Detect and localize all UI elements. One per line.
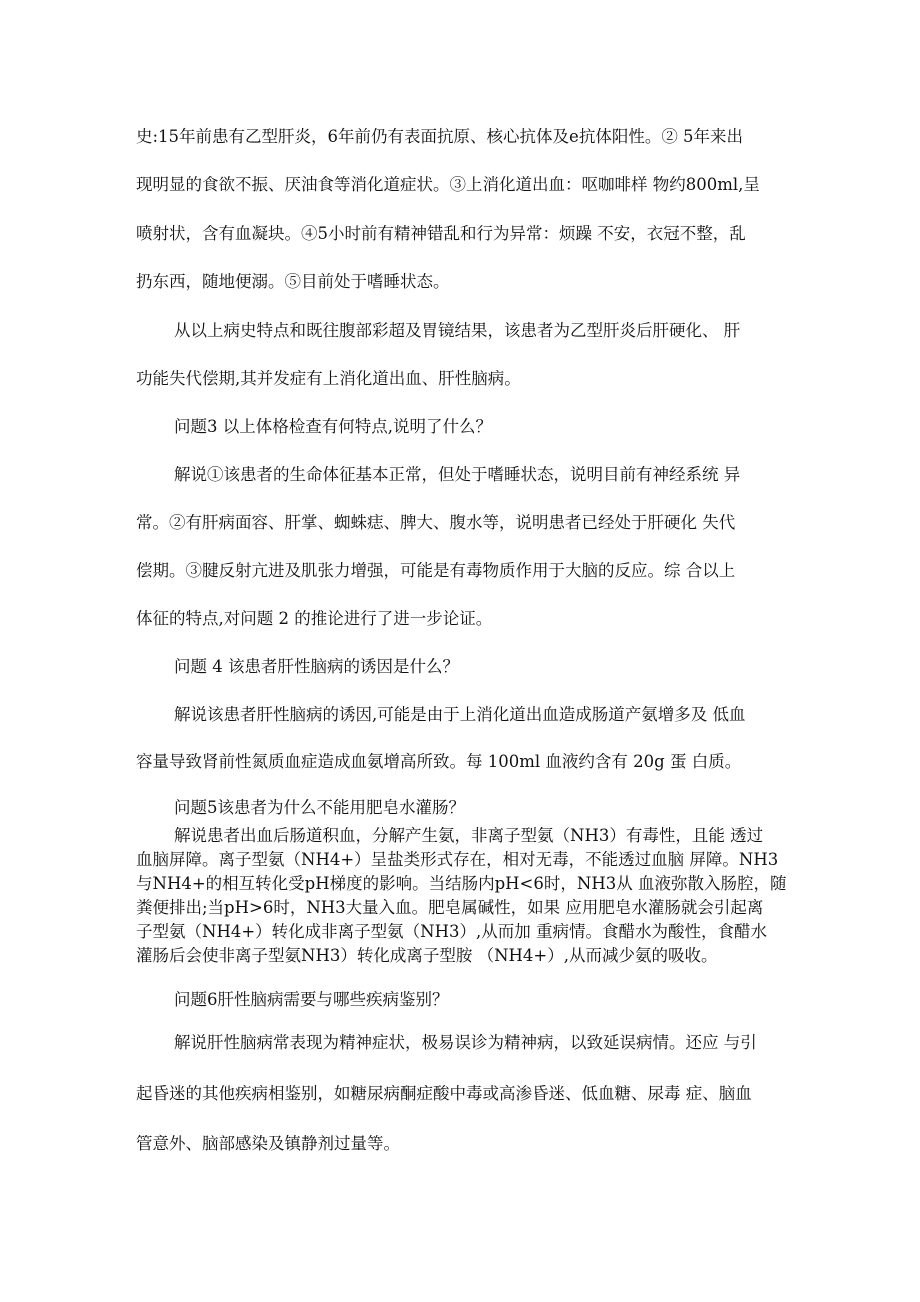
- conclusion-line-1: 从以上病史特点和既往腹部彩超及胃镜结果，该患者为乙型肝炎后肝硬化、 肝: [174, 321, 741, 340]
- history-line-3: 喷射状，含有血凝块。④5小时前有精神错乱和行为异常：烦躁 不安，衣冠不整，乱: [136, 224, 746, 243]
- history-line-2: 现明显的食欲不振、厌油食等消化道症状。③上消化道出血：呕咖啡样 物约800ml,呈: [136, 175, 760, 194]
- answer-5-line-5: 子型氨（NH4+）转化成非离子型氨（NH3）,从而加 重病情。食醋水为酸性，食醋水: [136, 922, 767, 941]
- answer-5-line-4: 粪便排出;当pH>6时，NH3大量入血。肥皂属碱性，如果 应用肥皂水灌肠就会引起离: [136, 898, 764, 917]
- history-line-1: 史:15年前患有乙型肝炎，6年前仍有表面抗原、核心抗体及e抗体阳性。② 5年来出: [136, 127, 744, 146]
- answer-4-line-1: 解说该患者肝性脑病的诱因,可能是由于上消化道出血造成肠道产氨增多及 低血: [174, 705, 746, 724]
- answer-5-line-3: 与NH4+的相互转化受pH梯度的影响。当结肠内pH<6时，NH3从 血液弥散入肠腔，随: [136, 874, 787, 893]
- answer-3-line-3: 偿期。③腱反射亢进及肌张力增强，可能是有毒物质作用于大脑的反应。综 合以上: [136, 561, 736, 580]
- answer-3-line-4: 体征的特点,对问题 2 的推论进行了进一步论证。: [136, 609, 493, 628]
- answer-5-line-6: 灌肠后会使非离子型氨NH3）转化成离子型胺 （NH4+）,从而减少氨的吸收。: [136, 946, 718, 965]
- answer-6-line-3: 管意外、脑部感染及镇静剂过量等。: [136, 1134, 400, 1153]
- question-5-heading: 问题5该患者为什么不能用肥皂水灌肠？: [174, 798, 465, 817]
- history-line-4: 扔东西，随地便溺。⑤目前处于嗜睡状态。: [136, 272, 450, 291]
- answer-3-line-2: 常。②有肝病面容、肝掌、蜘蛛痣、脾大、腹水等，说明患者已经处于肝硬化 失代: [136, 513, 736, 532]
- answer-5-line-2: 血脑屏障。离子型氨（NH4+）呈盐类形式存在，相对无毒，不能透过血脑 屏障。NH3: [136, 850, 779, 869]
- answer-6-line-1: 解说肝性脑病常表现为精神症状，极易误诊为精神病，以致延误病情。还应 与引: [174, 1033, 757, 1052]
- answer-4-line-2: 容量导致肾前性氮质血症造成血氨增高所致。每 100ml 血液约含有 20g 蛋 白质。: [136, 752, 742, 771]
- answer-6-line-2: 起昏迷的其他疾病相鉴别，如糖尿病酮症酸中毒或高渗昏迷、低血糖、尿毒 症、脑血: [136, 1084, 752, 1103]
- conclusion-line-2: 功能失代偿期,其并发症有上消化道出血、肝性脑病。: [136, 369, 521, 388]
- question-3-heading: 问题3 以上体格检查有何特点,说明了什么？: [174, 417, 492, 436]
- answer-3-line-1: 解说①该患者的生命体征基本正常，但处于嗜睡状态，说明目前有神经系统 异: [174, 465, 741, 484]
- question-6-heading: 问题6肝性脑病需要与哪些疾病鉴别？: [174, 990, 449, 1009]
- answer-5-line-1: 解说患者出血后肠道积血，分解产生氨，非离子型氨（NH3）有毒性，且能 透过: [174, 826, 764, 845]
- question-4-heading: 问题 4 该患者肝性脑病的诱因是什么？: [174, 657, 459, 676]
